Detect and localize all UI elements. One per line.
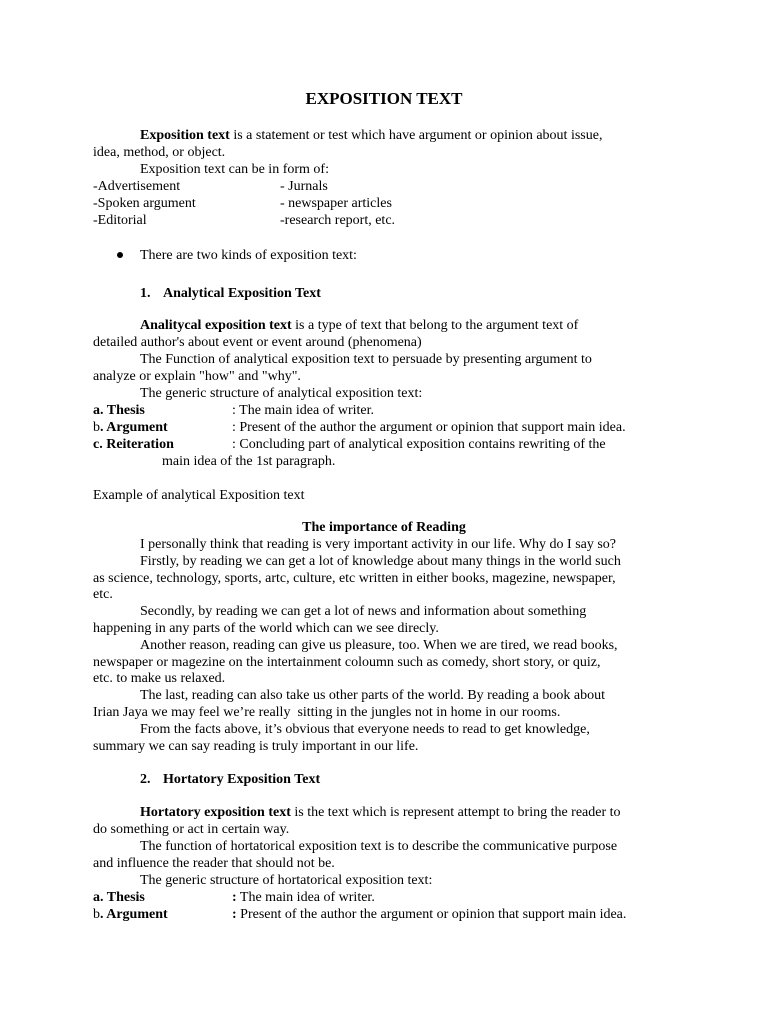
structure-term xyxy=(93,436,174,453)
forms-intro: Exposition text can be in form of: xyxy=(140,162,329,177)
structure-description: : The main idea of writer. xyxy=(232,403,375,418)
reading-line: From the facts above, it’s obvious that everyone needs to read to get knowledge, xyxy=(140,722,590,737)
reading-line: happening in any parts of the world which can we see direcly. xyxy=(93,621,439,636)
structure-colon: : xyxy=(232,907,237,922)
hortatory-term: Hortatory exposition text xyxy=(140,805,291,820)
bullet-icon xyxy=(117,252,123,258)
structure-letter: a. xyxy=(93,890,104,905)
hortatory-definition-text: is the text which is represent attempt to bring the reader to xyxy=(290,805,621,820)
reading-line: I personally think that reading is very important activity in our life. Why do I say so? xyxy=(140,537,617,552)
structure-letter: b xyxy=(93,420,100,435)
structure-description: : Concluding part of analytical exposition contains rewriting of the xyxy=(232,437,606,452)
structure-letter: b xyxy=(93,907,100,922)
form-item-right: -research report, etc. xyxy=(280,213,396,228)
structure-label: Thesis xyxy=(106,403,145,418)
intro-line-1 xyxy=(140,127,602,144)
analytical-function-line-2: analyze or explain "how" and "why". xyxy=(93,369,301,384)
example-label: Example of analytical Exposition text xyxy=(93,488,305,503)
form-item-left: -Advertisement xyxy=(93,179,181,194)
form-item-right: - Jurnals xyxy=(280,179,328,194)
analytical-term: Analitycal exposition text xyxy=(140,318,292,333)
reading-line: etc. xyxy=(93,587,113,602)
hortatory-heading: Hortatory Exposition Text xyxy=(163,772,321,787)
analytical-structure-intro: The generic structure of analytical exposition text: xyxy=(140,386,423,401)
structure-letter: c. xyxy=(93,437,103,452)
structure-label: Reiteration xyxy=(106,437,174,452)
structure-term xyxy=(93,906,168,923)
reading-line: summary we can say reading is truly important in our life. xyxy=(93,739,419,754)
reading-line: etc. to make us relaxed. xyxy=(93,671,226,686)
form-item-left: -Editorial xyxy=(93,213,147,228)
hortatory-function-line-2: and influence the reader that should not be. xyxy=(93,856,335,871)
reading-line: The last, reading can also take us other parts of the world. By reading a book about xyxy=(140,688,605,703)
form-item-right: - newspaper articles xyxy=(280,196,392,211)
structure-continuation: main idea of the 1st paragraph. xyxy=(162,454,336,469)
hortatory-definition-line-2: do something or act in certain way. xyxy=(93,822,290,837)
structure-description xyxy=(232,889,375,906)
structure-description-text: Present of the author the argument or opinion that support main idea. xyxy=(236,907,627,922)
hortatory-function-line-1: The function of hortatorical exposition text is to describe the communicative purpose xyxy=(140,839,618,854)
analytical-heading-number: 1. xyxy=(140,286,151,301)
analytical-definition-line-2: detailed author's about event or event around (phenomena) xyxy=(93,335,422,350)
structure-letter: a. xyxy=(93,403,104,418)
intro-term: Exposition text xyxy=(140,128,230,143)
structure-label: . Argument xyxy=(100,420,168,435)
reading-line: Firstly, by reading we can get a lot of knowledge about many things in the world such xyxy=(140,554,621,569)
reading-line: newspaper or magezine on the intertainment coloumn such as comedy, short story, or quiz, xyxy=(93,655,601,670)
analytical-definition-text: is a type of text that belong to the argument text of xyxy=(291,318,579,333)
form-item-left: -Spoken argument xyxy=(93,196,196,211)
structure-term xyxy=(93,889,145,906)
analytical-heading: Analytical Exposition Text xyxy=(163,286,321,301)
reading-line: Another reason, reading can give us pleasure, too. When we are tired, we read books, xyxy=(140,638,618,653)
hortatory-definition-line-1 xyxy=(140,804,621,821)
structure-description-text: The main idea of writer. xyxy=(236,890,375,905)
hortatory-structure-intro: The generic structure of hortatorical exposition text: xyxy=(140,873,433,888)
structure-colon: : xyxy=(232,890,237,905)
structure-label: . Argument xyxy=(100,907,168,922)
structure-description xyxy=(232,906,626,923)
page-title: EXPOSITION TEXT xyxy=(305,89,463,108)
reading-line: Secondly, by reading we can get a lot of news and information about something xyxy=(140,604,587,619)
structure-term xyxy=(93,419,168,436)
structure-label: Thesis xyxy=(106,890,145,905)
intro-line-1-text: is a statement or test which have argument or opinion about issue, xyxy=(229,128,603,143)
hortatory-heading-number: 2. xyxy=(140,772,151,787)
structure-description: : Present of the author the argument or opinion that support main idea. xyxy=(232,420,626,435)
reading-line: as science, technology, sports, artc, culture, etc written in either books, magezine, newspaper, xyxy=(93,571,616,586)
kinds-bullet-text: There are two kinds of exposition text: xyxy=(140,248,357,263)
analytical-definition-line-1 xyxy=(140,317,578,334)
structure-term xyxy=(93,402,145,419)
analytical-function-line-1: The Function of analytical exposition text to persuade by presenting argument to xyxy=(140,352,592,367)
reading-line: Irian Jaya we may feel we’re really sitting in the jungles not in home in our rooms. xyxy=(93,705,561,720)
reading-title: The importance of Reading xyxy=(302,520,466,535)
intro-line-2: idea, method, or object. xyxy=(93,145,226,160)
